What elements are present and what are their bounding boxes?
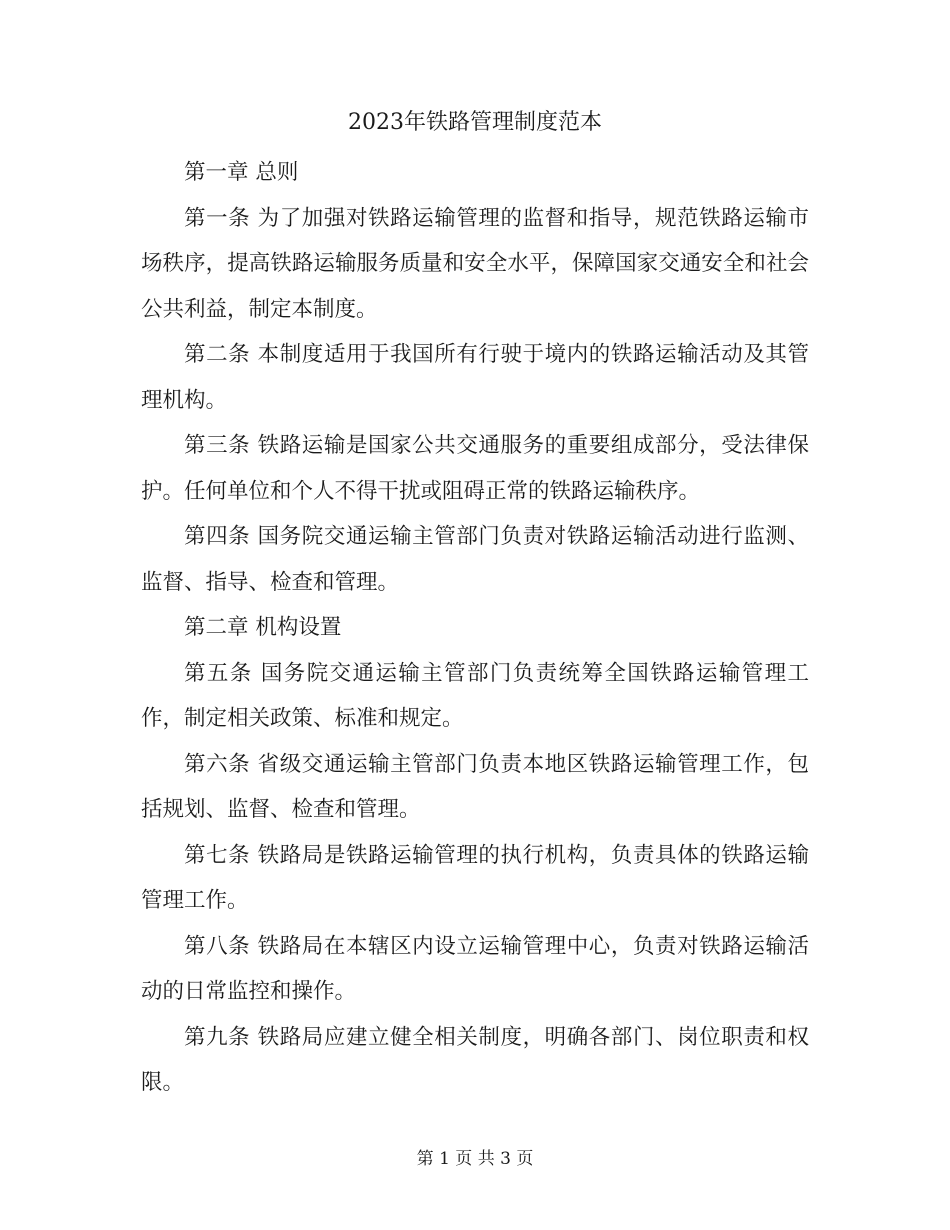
article-paragraph: 第三条 铁路运输是国家公共交通服务的重要组成部分，受法律保护。任何单位和个人不得干扰或阻碍正常的铁路运输秩序。 bbox=[141, 433, 809, 504]
article-paragraph: 第六条 省级交通运输主管部门负责本地区铁路运输管理工作，包括规划、监督、检查和管理。 bbox=[141, 751, 809, 822]
document-body bbox=[141, 150, 809, 1106]
page-number-footer: 第 1 页 共 3 页 bbox=[416, 1149, 534, 1169]
chapter-heading: 第二章 机构设置 bbox=[184, 615, 342, 640]
article-paragraph: 第一条 为了加强对铁路运输管理的监督和指导，规范铁路运输市场秩序，提高铁路运输服务质量和安全水平，保障国家交通安全和社会公共利益，制定本制度。 bbox=[141, 205, 809, 322]
article-paragraph: 第五条 国务院交通运输主管部门负责统筹全国铁路运输管理工作，制定相关政策、标准和规定。 bbox=[141, 660, 809, 731]
article-paragraph: 第七条 铁路局是铁路运输管理的执行机构，负责具体的铁路运输管理工作。 bbox=[141, 842, 809, 913]
article-paragraph: 第八条 铁路局在本辖区内设立运输管理中心，负责对铁路运输活动的日常监控和操作。 bbox=[141, 933, 809, 1004]
article-paragraph: 第四条 国务院交通运输主管部门负责对铁路运输活动进行监测、监督、指导、检查和管理。 bbox=[141, 524, 809, 595]
document-title: 2023年铁路管理制度范本 bbox=[348, 110, 602, 135]
article-paragraph: 第二条 本制度适用于我国所有行驶于境内的铁路运输活动及其管理机构。 bbox=[141, 342, 809, 413]
chapter-heading: 第一章 总则 bbox=[184, 160, 299, 185]
article-paragraph: 第九条 铁路局应建立健全相关制度，明确各部门、岗位职责和权限。 bbox=[141, 1024, 809, 1095]
